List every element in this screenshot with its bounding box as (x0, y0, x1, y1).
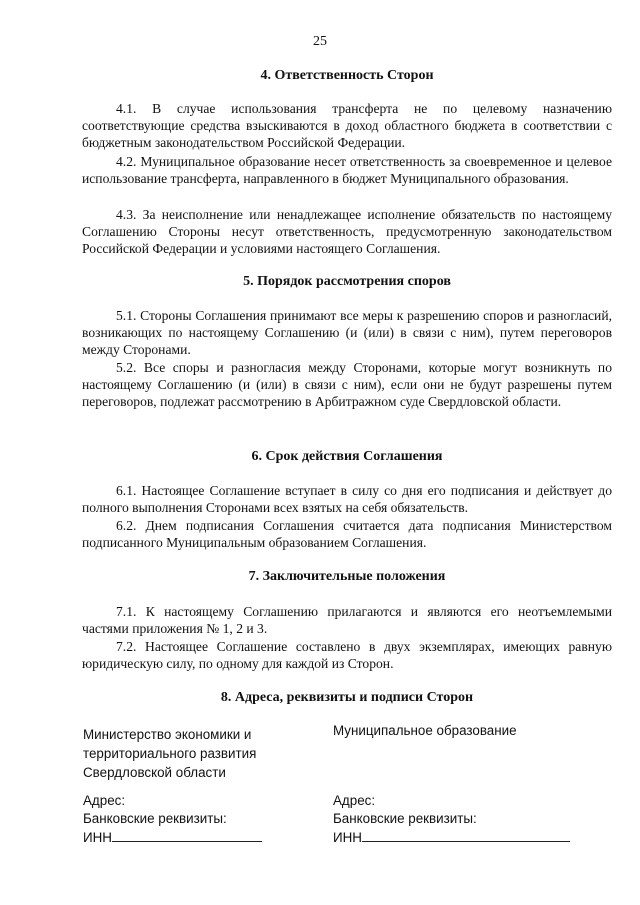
paragraph-6-2: 6.2. Днем подписания Соглашения считается дата подписания Министерством подписанного Муниципальным образованием Соглашения. (82, 518, 612, 550)
party-requisites-municipality (333, 792, 563, 847)
address-label: Адрес: (333, 793, 376, 808)
page-number: 25 (313, 34, 327, 49)
party-requisites-ministry (83, 792, 313, 847)
paragraph-7-2: 7.2. Настоящее Соглашение составлено в двух экземплярах, имеющих равную юридическую силу, по одному для каждой из Сторон. (82, 639, 612, 671)
section-heading-6: 6. Срок действия Соглашения (251, 449, 443, 464)
paragraph-5-1: 5.1. Стороны Соглашения принимают все меры к разрешению споров и разногласий, возникающих по настоящему Соглашению (и (или) в связи с ним), путем переговоров между Сторонами. (82, 308, 612, 357)
bank-details-label: Банковские реквизиты: (83, 811, 227, 826)
paragraph-4-1: 4.1. В случае использования трансферта не по целевому назначению соответствующие средства взыскиваются в доход областного бюджета в соответствии с бюджетным законодательством Российской Федерации. (82, 101, 612, 150)
inn-line (333, 828, 563, 847)
inn-label: ИНН (333, 830, 362, 845)
inn-line (83, 828, 313, 847)
party-name-line: Муниципальное образование (333, 723, 517, 738)
paragraph-5-2: 5.2. Все споры и разногласия между Сторонами, которые могут возникнуть по настоящему Соглашению (и (или) в связи с ним), если они не будут разрешены путем переговоров, подлежат рассмотрению в Арбитражном суде Свердловской области. (82, 360, 612, 409)
party-name-line: Министерство экономики и (83, 727, 252, 742)
party-block-ministry (83, 725, 313, 782)
paragraph-6-1: 6.1. Настоящее Соглашение вступает в силу со дня его подписания и действует до полного выполнения Сторонами всех взятых на себя обязательств. (82, 483, 612, 515)
section-heading-5: 5. Порядок рассмотрения споров (243, 274, 451, 289)
section-heading-7: 7. Заключительные положения (248, 569, 446, 584)
paragraph-4-3: 4.3. За неисполнение или ненадлежащее исполнение обязательств по настоящему Соглашению Стороны несут ответственность, предусмотренную законодательством Российской Федерации и условиями настоящего Соглашения. (82, 207, 612, 256)
paragraph-4-2: 4.2. Муниципальное образование несет ответственность за своевременное и целевое использование трансферта, направленного в бюджет Муниципального образования. (82, 154, 612, 186)
party-name-line: территориального развития (83, 746, 257, 761)
party-name-line: Свердловской области (83, 765, 226, 780)
address-label: Адрес: (83, 793, 126, 808)
inn-blank-line (362, 828, 570, 842)
inn-blank-line (112, 828, 262, 842)
inn-label: ИНН (83, 830, 112, 845)
bank-details-label: Банковские реквизиты: (333, 811, 477, 826)
party-block-municipality (333, 721, 563, 740)
section-heading-4: 4. Ответственность Сторон (260, 68, 434, 83)
section-heading-8: 8. Адреса, реквизиты и подписи Сторон (220, 690, 474, 705)
paragraph-7-1: 7.1. К настоящему Соглашению прилагаются и являются его неотъемлемыми частями приложения № 1, 2 и 3. (82, 604, 612, 636)
